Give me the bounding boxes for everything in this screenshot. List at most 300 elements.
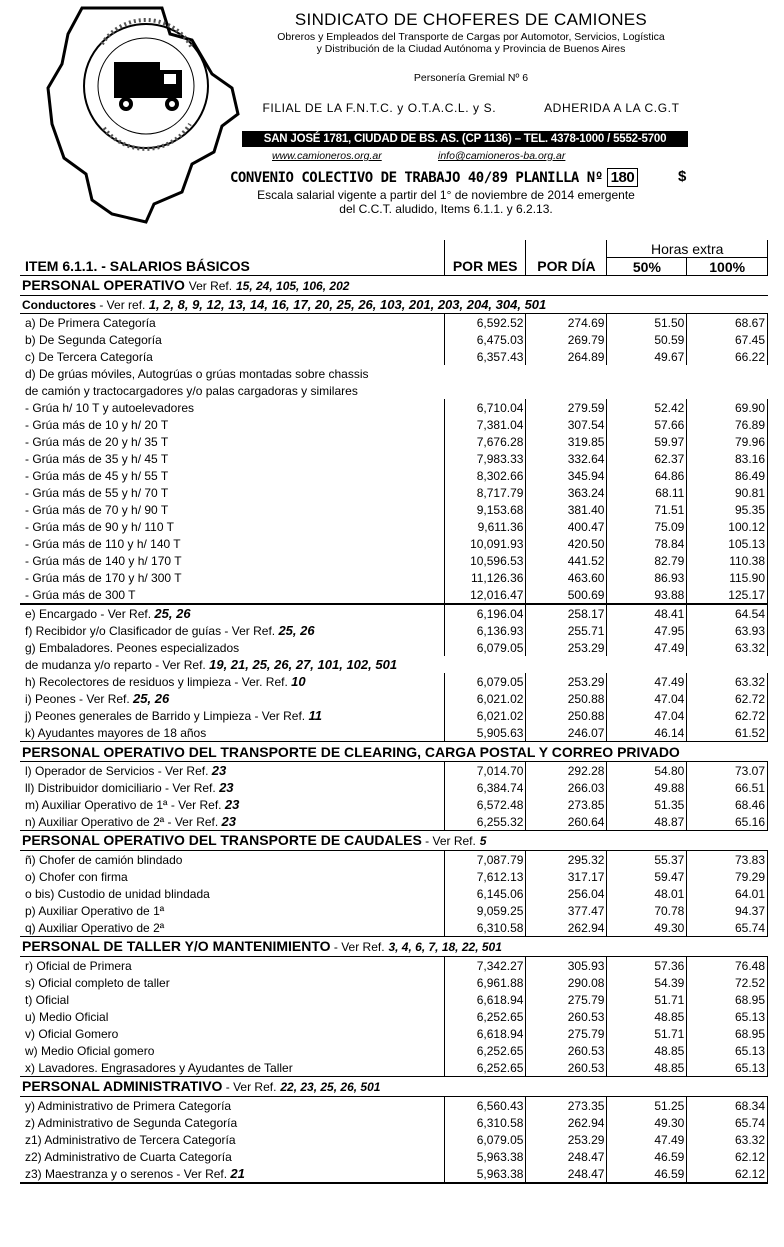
value-extra-100: 65.13 bbox=[687, 1008, 768, 1025]
value-por-mes: 7,381.04 bbox=[444, 416, 526, 433]
value-por-dia: 266.03 bbox=[526, 779, 607, 796]
row-description bbox=[20, 779, 444, 796]
row-ref-numbers: 25, 26 bbox=[278, 622, 315, 638]
row-label: z2) Administrativo de Cuarta Categoría bbox=[25, 1149, 232, 1164]
address-bar: SAN JOSÉ 1781, CIUDAD DE BS. AS. (CP 1136) – TEL. 4378-1000 / 5552-5700 bbox=[242, 131, 688, 147]
value-por-dia: 332.64 bbox=[526, 450, 607, 467]
filial-text: FILIAL DE LA F.N.T.C. y O.T.A.C.L. y S. bbox=[262, 101, 497, 115]
value-por-dia: 260.53 bbox=[526, 1008, 607, 1025]
column-header-row bbox=[20, 258, 768, 276]
table-row bbox=[20, 724, 768, 742]
value-por-mes: 6,079.05 bbox=[444, 673, 526, 690]
salary-table bbox=[20, 240, 768, 1184]
table-row bbox=[20, 569, 768, 586]
value-por-mes: 6,079.05 bbox=[444, 1131, 526, 1148]
affiliations bbox=[236, 101, 706, 115]
value-por-dia: 250.88 bbox=[526, 707, 607, 724]
table-row bbox=[20, 1148, 768, 1165]
row-label: p) Auxiliar Operativo de 1ª bbox=[25, 903, 165, 918]
row-description bbox=[20, 902, 444, 919]
row-label: l) Operador de Servicios - Ver Ref. bbox=[25, 763, 212, 778]
row-label: x) Lavadores. Engrasadores y Ayudantes de Taller bbox=[25, 1060, 293, 1075]
row-description bbox=[20, 382, 444, 399]
table-row bbox=[20, 552, 768, 569]
value-por-dia: 248.47 bbox=[526, 1165, 607, 1183]
value-extra-50: 49.30 bbox=[607, 1114, 687, 1131]
table-row bbox=[20, 535, 768, 552]
row-label: z1) Administrativo de Tercera Categoría bbox=[25, 1132, 236, 1147]
table-row bbox=[20, 707, 768, 724]
union-subtitle-line1: Obreros y Empleados del Transporte de Cargas por Automotor, Servicios, Logística bbox=[277, 31, 665, 43]
col-100: 100% bbox=[687, 258, 768, 276]
col-por-dia: POR DÍA bbox=[526, 258, 607, 276]
table-row bbox=[20, 1097, 768, 1115]
value-extra-50: 48.85 bbox=[607, 1059, 687, 1077]
row-label: - Grúa más de 140 y h/ 170 T bbox=[25, 553, 182, 568]
value-por-dia: 305.93 bbox=[526, 957, 607, 975]
section-ref-label: Ver Ref. bbox=[188, 279, 233, 293]
row-description bbox=[20, 416, 444, 433]
row-description bbox=[20, 348, 444, 365]
row-ref-numbers: 23 bbox=[219, 779, 234, 795]
value-extra-50: 49.88 bbox=[607, 779, 687, 796]
value-por-dia bbox=[526, 382, 607, 399]
col-50: 50% bbox=[607, 258, 687, 276]
value-extra-100: 72.52 bbox=[687, 974, 768, 991]
value-por-mes: 6,310.58 bbox=[444, 919, 526, 937]
value-por-mes: 5,963.38 bbox=[444, 1148, 526, 1165]
table-row bbox=[20, 885, 768, 902]
row-label: f) Recibidor y/o Clasificador de guías - Ver Ref. bbox=[25, 623, 279, 638]
col-por-mes: POR MES bbox=[444, 258, 526, 276]
table-row bbox=[20, 382, 768, 399]
row-description bbox=[20, 762, 444, 780]
value-extra-50: 49.67 bbox=[607, 348, 687, 365]
email-link[interactable]: info@camioneros-ba.org.ar bbox=[438, 150, 566, 162]
conductores-ref-label: - Ver ref. bbox=[96, 297, 146, 312]
table-row bbox=[20, 673, 768, 690]
value-por-dia: 253.29 bbox=[526, 1131, 607, 1148]
value-por-mes: 6,145.06 bbox=[444, 885, 526, 902]
table-row bbox=[20, 604, 768, 622]
value-extra-50: 57.36 bbox=[607, 957, 687, 975]
value-extra-100: 64.01 bbox=[687, 885, 768, 902]
row-description bbox=[20, 1025, 444, 1042]
row-label: de camión y tractocargadores y/o palas cargadoras y similares bbox=[25, 383, 358, 398]
value-por-dia: 275.79 bbox=[526, 1025, 607, 1042]
value-por-dia: 292.28 bbox=[526, 762, 607, 780]
value-extra-100: 68.95 bbox=[687, 1025, 768, 1042]
row-label: c) De Tercera Categoría bbox=[25, 349, 153, 364]
row-description bbox=[20, 518, 444, 535]
value-por-dia: 441.52 bbox=[526, 552, 607, 569]
value-por-dia bbox=[526, 656, 607, 673]
value-por-dia: 273.85 bbox=[526, 796, 607, 813]
value-extra-100: 110.38 bbox=[687, 552, 768, 569]
value-por-dia: 500.69 bbox=[526, 586, 607, 604]
value-por-mes: 5,905.63 bbox=[444, 724, 526, 742]
value-extra-100: 62.12 bbox=[687, 1148, 768, 1165]
union-subtitle bbox=[236, 31, 706, 55]
conductores-ref-numbers: 1, 2, 8, 9, 12, 13, 14, 16, 17, 20, 25, 26, 103, 201, 203, 204, 304, 501 bbox=[148, 296, 547, 312]
value-por-mes: 6,196.04 bbox=[444, 604, 526, 622]
value-extra-50: 47.49 bbox=[607, 673, 687, 690]
value-por-mes: 6,618.94 bbox=[444, 1025, 526, 1042]
value-extra-100: 68.46 bbox=[687, 796, 768, 813]
table-row bbox=[20, 416, 768, 433]
row-label: n) Auxiliar Operativo de 2ª - Ver Ref. bbox=[25, 814, 222, 829]
value-extra-100: 125.17 bbox=[687, 586, 768, 604]
value-por-mes bbox=[444, 656, 526, 673]
value-por-dia: 260.64 bbox=[526, 813, 607, 831]
row-description bbox=[20, 974, 444, 991]
table-row bbox=[20, 779, 768, 796]
row-label: q) Auxiliar Operativo de 2ª bbox=[25, 920, 165, 935]
row-label: ñ) Chofer de camión blindado bbox=[25, 852, 183, 867]
row-ref-numbers: 23 bbox=[221, 813, 236, 829]
value-por-mes: 6,252.65 bbox=[444, 1008, 526, 1025]
value-por-mes: 7,612.13 bbox=[444, 868, 526, 885]
value-extra-100: 76.89 bbox=[687, 416, 768, 433]
table-row bbox=[20, 690, 768, 707]
row-description bbox=[20, 690, 444, 707]
row-description bbox=[20, 919, 444, 937]
value-extra-100: 64.54 bbox=[687, 604, 768, 622]
value-extra-50: 54.39 bbox=[607, 974, 687, 991]
value-por-dia: 262.94 bbox=[526, 919, 607, 937]
row-label: - Grúa más de 300 T bbox=[25, 587, 136, 602]
row-label: o bis) Custodio de unidad blindada bbox=[25, 886, 210, 901]
table-row bbox=[20, 433, 768, 450]
value-extra-100: 79.29 bbox=[687, 868, 768, 885]
value-por-dia: 246.07 bbox=[526, 724, 607, 742]
value-por-mes: 9,611.36 bbox=[444, 518, 526, 535]
convenio-text: CONVENIO COLECTIVO DE TRABAJO 40/89 PLANILLA Nº bbox=[230, 170, 603, 186]
row-description bbox=[20, 433, 444, 450]
value-por-mes: 6,255.32 bbox=[444, 813, 526, 831]
value-extra-100: 79.96 bbox=[687, 433, 768, 450]
row-description bbox=[20, 991, 444, 1008]
value-por-dia: 400.47 bbox=[526, 518, 607, 535]
section-ref-label: - Ver Ref. bbox=[330, 940, 385, 954]
value-extra-50: 48.01 bbox=[607, 885, 687, 902]
value-extra-50: 47.49 bbox=[607, 1131, 687, 1148]
row-ref-numbers: 23 bbox=[211, 762, 227, 778]
value-por-dia: 363.24 bbox=[526, 484, 607, 501]
union-logo-map bbox=[42, 4, 242, 226]
section-ref-label: - Ver Ref. bbox=[222, 1080, 277, 1094]
row-label: i) Peones - Ver Ref. bbox=[25, 691, 134, 706]
value-por-dia: 420.50 bbox=[526, 535, 607, 552]
value-por-mes: 6,021.02 bbox=[444, 690, 526, 707]
value-por-mes: 7,983.33 bbox=[444, 450, 526, 467]
row-description bbox=[20, 365, 444, 382]
row-description bbox=[20, 331, 444, 348]
document-header bbox=[0, 0, 784, 232]
value-extra-100: 76.48 bbox=[687, 957, 768, 975]
value-extra-50: 47.95 bbox=[607, 622, 687, 639]
row-label: a) De Primera Categoría bbox=[25, 315, 156, 330]
table-row bbox=[20, 331, 768, 348]
value-extra-100: 65.13 bbox=[687, 1059, 768, 1077]
value-extra-100: 105.13 bbox=[687, 535, 768, 552]
website-link[interactable]: www.camioneros.org.ar bbox=[272, 150, 382, 162]
value-por-dia: 264.89 bbox=[526, 348, 607, 365]
horas-extra-row bbox=[20, 240, 768, 258]
value-por-dia: 260.53 bbox=[526, 1059, 607, 1077]
value-extra-50: 59.47 bbox=[607, 868, 687, 885]
section-heading bbox=[20, 742, 768, 762]
row-label: y) Administrativo de Primera Categoría bbox=[25, 1098, 232, 1113]
value-por-dia: 273.35 bbox=[526, 1097, 607, 1115]
value-extra-100: 61.52 bbox=[687, 724, 768, 742]
section-clearing bbox=[20, 742, 768, 762]
value-por-dia: 274.69 bbox=[526, 314, 607, 332]
value-por-mes: 6,475.03 bbox=[444, 331, 526, 348]
value-extra-50: 46.59 bbox=[607, 1165, 687, 1183]
row-description bbox=[20, 1042, 444, 1059]
row-label: - Grúa h/ 10 T y autoelevadores bbox=[25, 400, 194, 415]
row-description bbox=[20, 535, 444, 552]
value-por-dia: 463.60 bbox=[526, 569, 607, 586]
row-label: - Grúa más de 90 y h/ 110 T bbox=[25, 519, 174, 534]
value-por-mes: 7,342.27 bbox=[444, 957, 526, 975]
row-label: - Grúa más de 10 y h/ 20 T bbox=[25, 417, 169, 432]
row-description bbox=[20, 1097, 444, 1115]
table-row bbox=[20, 467, 768, 484]
row-label: r) Oficial de Primera bbox=[25, 958, 132, 973]
union-title: SINDICATO DE CHOFERES DE CAMIONES bbox=[294, 10, 648, 29]
table-row bbox=[20, 501, 768, 518]
section-title: PERSONAL OPERATIVO bbox=[22, 277, 185, 293]
value-por-mes: 7,676.28 bbox=[444, 433, 526, 450]
value-extra-50: 70.78 bbox=[607, 902, 687, 919]
table-row bbox=[20, 639, 768, 656]
section-heading bbox=[20, 1077, 768, 1097]
row-ref-numbers: 10 bbox=[291, 673, 306, 689]
value-extra-50: 59.97 bbox=[607, 433, 687, 450]
row-description bbox=[20, 569, 444, 586]
value-extra-50: 50.59 bbox=[607, 331, 687, 348]
value-extra-100 bbox=[687, 656, 768, 673]
value-extra-50: 51.50 bbox=[607, 314, 687, 332]
value-por-dia: 377.47 bbox=[526, 902, 607, 919]
value-por-dia: 258.17 bbox=[526, 604, 607, 622]
value-extra-100: 63.32 bbox=[687, 1131, 768, 1148]
value-por-mes: 8,302.66 bbox=[444, 467, 526, 484]
row-description bbox=[20, 724, 444, 742]
value-extra-100: 95.35 bbox=[687, 501, 768, 518]
conductores-block bbox=[20, 314, 768, 1184]
row-description bbox=[20, 813, 444, 831]
value-extra-50: 46.59 bbox=[607, 1148, 687, 1165]
row-description bbox=[20, 868, 444, 885]
value-por-mes: 6,252.65 bbox=[444, 1059, 526, 1077]
row-description bbox=[20, 639, 444, 656]
row-description bbox=[20, 399, 444, 416]
value-por-mes: 7,087.79 bbox=[444, 851, 526, 869]
value-extra-100: 65.16 bbox=[687, 813, 768, 831]
row-description bbox=[20, 851, 444, 869]
value-por-mes: 6,079.05 bbox=[444, 639, 526, 656]
row-label: w) Medio Oficial gomero bbox=[25, 1043, 155, 1058]
row-label: u) Medio Oficial bbox=[25, 1009, 109, 1024]
row-ref-numbers: 21 bbox=[230, 1165, 245, 1181]
value-por-dia: 262.94 bbox=[526, 1114, 607, 1131]
value-por-dia: 253.29 bbox=[526, 673, 607, 690]
value-extra-50: 51.71 bbox=[607, 1025, 687, 1042]
escala-line2: del C.C.T. aludido, Items 6.1.1. y 6.2.13. bbox=[339, 202, 553, 216]
value-por-mes: 6,618.94 bbox=[444, 991, 526, 1008]
section-ref-numbers: 15, 24, 105, 106, 202 bbox=[235, 279, 350, 293]
table-row bbox=[20, 762, 768, 780]
value-extra-50: 78.84 bbox=[607, 535, 687, 552]
row-description bbox=[20, 1059, 444, 1077]
table-row bbox=[20, 957, 768, 975]
value-por-dia: 260.53 bbox=[526, 1042, 607, 1059]
value-por-mes: 11,126.36 bbox=[444, 569, 526, 586]
row-label: s) Oficial completo de taller bbox=[25, 975, 170, 990]
value-por-mes: 6,021.02 bbox=[444, 707, 526, 724]
row-description bbox=[20, 1148, 444, 1165]
value-extra-50: 48.87 bbox=[607, 813, 687, 831]
row-label: e) Encargado - Ver Ref. bbox=[25, 606, 155, 621]
value-por-mes: 6,560.43 bbox=[444, 1097, 526, 1115]
table-row bbox=[20, 1114, 768, 1131]
row-ref-numbers: 23 bbox=[224, 796, 240, 812]
value-extra-100: 69.90 bbox=[687, 399, 768, 416]
table-row bbox=[20, 902, 768, 919]
value-por-mes: 12,016.47 bbox=[444, 586, 526, 604]
value-extra-50: 75.09 bbox=[607, 518, 687, 535]
escala-note bbox=[236, 188, 656, 216]
value-por-mes: 9,153.68 bbox=[444, 501, 526, 518]
value-extra-100: 90.81 bbox=[687, 484, 768, 501]
value-extra-50: 47.49 bbox=[607, 639, 687, 656]
table-row bbox=[20, 348, 768, 365]
row-label: - Grúa más de 70 y h/ 90 T bbox=[25, 502, 169, 517]
value-extra-50: 71.51 bbox=[607, 501, 687, 518]
value-extra-100: 68.34 bbox=[687, 1097, 768, 1115]
row-description bbox=[20, 501, 444, 518]
value-extra-100: 63.32 bbox=[687, 673, 768, 690]
row-description bbox=[20, 552, 444, 569]
row-description bbox=[20, 707, 444, 724]
value-por-dia: 319.85 bbox=[526, 433, 607, 450]
row-label: - Grúa más de 35 y h/ 45 T bbox=[25, 451, 169, 466]
value-por-dia: 248.47 bbox=[526, 1148, 607, 1165]
value-extra-100: 66.22 bbox=[687, 348, 768, 365]
section-ref-numbers: 5 bbox=[479, 834, 487, 848]
section-ref-numbers: 22, 23, 25, 26, 501 bbox=[280, 1080, 381, 1094]
row-description bbox=[20, 1131, 444, 1148]
row-label: - Grúa más de 20 y h/ 35 T bbox=[25, 434, 169, 449]
value-por-dia: 255.71 bbox=[526, 622, 607, 639]
value-extra-100: 65.74 bbox=[687, 1114, 768, 1131]
currency-symbol: $ bbox=[678, 168, 687, 185]
value-por-mes bbox=[444, 365, 526, 382]
value-extra-100: 62.12 bbox=[687, 1165, 768, 1183]
value-por-dia: 279.59 bbox=[526, 399, 607, 416]
value-extra-100: 63.93 bbox=[687, 622, 768, 639]
item-title: ITEM 6.1.1. - SALARIOS BÁSICOS bbox=[25, 258, 250, 275]
value-extra-50 bbox=[607, 382, 687, 399]
value-extra-50: 93.88 bbox=[607, 586, 687, 604]
row-ref-numbers: 19, 21, 25, 26, 27, 101, 102, 501 bbox=[209, 656, 398, 672]
table-row bbox=[20, 813, 768, 831]
table-row bbox=[20, 365, 768, 382]
value-extra-50: 57.66 bbox=[607, 416, 687, 433]
value-por-dia: 295.32 bbox=[526, 851, 607, 869]
value-extra-50: 51.35 bbox=[607, 796, 687, 813]
row-ref-numbers: 25, 26 bbox=[154, 605, 191, 621]
value-extra-50: 52.42 bbox=[607, 399, 687, 416]
row-label: - Grúa más de 170 y h/ 300 T bbox=[25, 570, 182, 585]
table-row bbox=[20, 622, 768, 639]
section-title: PERSONAL OPERATIVO DEL TRANSPORTE DE CAUDALES bbox=[22, 832, 422, 848]
personeria-gremial: Personería Gremial Nº 6 bbox=[413, 72, 529, 84]
row-description bbox=[20, 586, 444, 604]
section-title: PERSONAL DE TALLER Y/O MANTENIMIENTO bbox=[22, 938, 331, 954]
value-extra-100: 62.72 bbox=[687, 690, 768, 707]
value-por-dia: 381.40 bbox=[526, 501, 607, 518]
value-por-mes: 6,310.58 bbox=[444, 1114, 526, 1131]
value-extra-100: 68.95 bbox=[687, 991, 768, 1008]
conductores-row bbox=[20, 296, 768, 314]
value-extra-50: 86.93 bbox=[607, 569, 687, 586]
value-por-dia: 345.94 bbox=[526, 467, 607, 484]
value-por-mes: 7,014.70 bbox=[444, 762, 526, 780]
row-ref-numbers: 25, 26 bbox=[133, 690, 170, 706]
value-extra-100: 83.16 bbox=[687, 450, 768, 467]
table-row bbox=[20, 399, 768, 416]
value-por-mes: 6,592.52 bbox=[444, 314, 526, 332]
union-subtitle-line2: y Distribución de la Ciudad Autónoma y Provincia de Buenos Aires bbox=[316, 43, 626, 55]
value-extra-100: 73.07 bbox=[687, 762, 768, 780]
value-extra-50: 54.80 bbox=[607, 762, 687, 780]
value-por-dia: 250.88 bbox=[526, 690, 607, 707]
planilla-number: 180 bbox=[607, 168, 639, 187]
value-por-mes: 9,059.25 bbox=[444, 902, 526, 919]
value-extra-50: 55.37 bbox=[607, 851, 687, 869]
value-por-dia: 307.54 bbox=[526, 416, 607, 433]
row-description bbox=[20, 450, 444, 467]
section-title: PERSONAL ADMINISTRATIVO bbox=[22, 1078, 223, 1094]
row-description bbox=[20, 885, 444, 902]
table-row bbox=[20, 1165, 768, 1183]
row-ref-numbers: 11 bbox=[308, 707, 322, 723]
row-label: - Grúa más de 55 y h/ 70 T bbox=[25, 485, 169, 500]
value-por-dia: 290.08 bbox=[526, 974, 607, 991]
row-label: d) De grúas móviles, Autogrúas o grúas montadas sobre chassis bbox=[25, 366, 369, 381]
row-label: de mudanza y/o reparto - Ver Ref. bbox=[25, 657, 210, 672]
table-row bbox=[20, 1042, 768, 1059]
value-extra-50: 46.14 bbox=[607, 724, 687, 742]
value-extra-50: 68.11 bbox=[607, 484, 687, 501]
value-por-mes: 6,136.93 bbox=[444, 622, 526, 639]
row-label: j) Peones generales de Barrido y Limpieza - Ver Ref. bbox=[25, 708, 309, 723]
value-extra-50: 48.85 bbox=[607, 1042, 687, 1059]
row-description bbox=[20, 1008, 444, 1025]
value-extra-50 bbox=[607, 365, 687, 382]
value-extra-50: 64.86 bbox=[607, 467, 687, 484]
value-por-dia: 269.79 bbox=[526, 331, 607, 348]
table-row bbox=[20, 586, 768, 604]
row-label: h) Recolectores de residuos y limpieza - Ver. Ref. bbox=[25, 674, 292, 689]
row-description bbox=[20, 656, 444, 673]
section-heading bbox=[20, 937, 768, 957]
table-row bbox=[20, 1131, 768, 1148]
